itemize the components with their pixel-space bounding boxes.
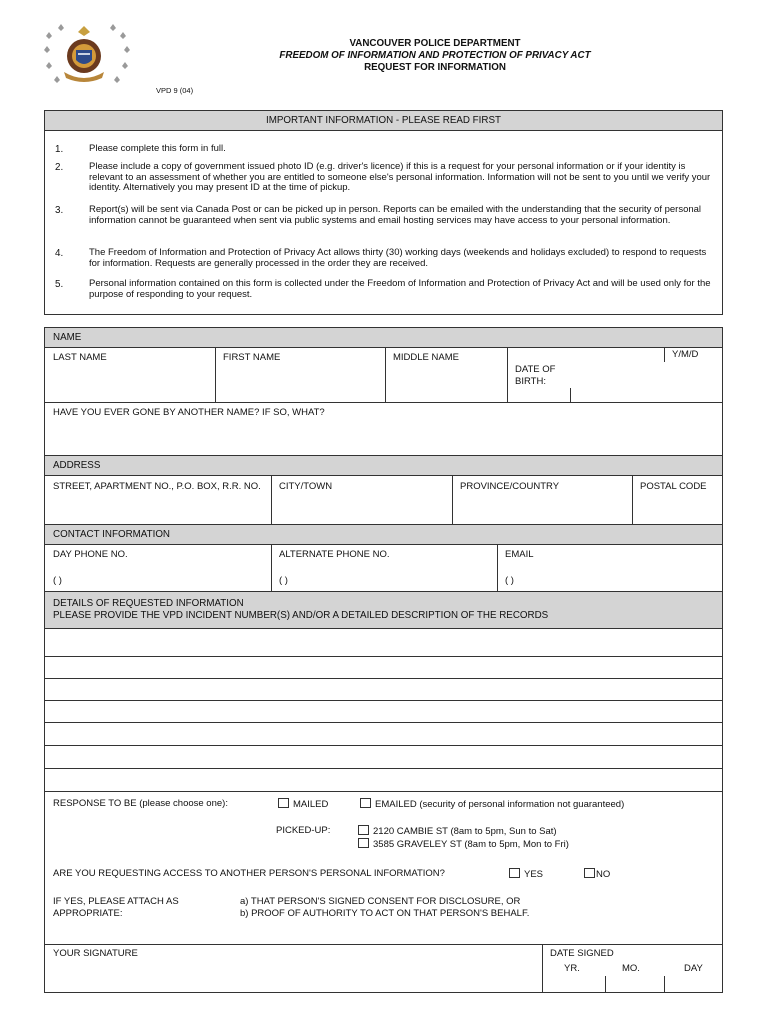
attach-authority: b) PROOF OF AUTHORITY TO ACT ON THAT PERSON'S BEHALF. <box>240 908 530 919</box>
area-code-paren: ( ) <box>279 575 288 586</box>
details-line-input[interactable] <box>45 700 722 722</box>
request-form <box>44 327 723 993</box>
info-item-text: The Freedom of Information and Protection of Privacy Act allows thirty (30) working days (weekends and holidays excluded) to respond to requests for information. Requests are generally processed in the order they are received. <box>89 247 707 269</box>
details-line-input[interactable] <box>45 629 722 651</box>
info-item-number: 3. <box>55 205 64 216</box>
form-code: VPD 9 (04) <box>156 86 194 95</box>
details-line-input[interactable] <box>45 722 722 745</box>
form-title: REQUEST FOR INFORMATION <box>364 62 506 73</box>
no-checkbox[interactable] <box>584 868 595 878</box>
first-name-label: FIRST NAME <box>223 352 281 363</box>
important-info-box <box>44 110 723 315</box>
act-name: FREEDOM OF INFORMATION AND PROTECTION OF PRIVACY ACT <box>279 50 591 61</box>
details-line-input[interactable] <box>45 768 722 791</box>
details-line-input[interactable] <box>45 745 722 768</box>
graveley-label: 3585 GRAVELEY ST (8am to 5pm, Mon to Fri) <box>373 839 569 850</box>
contact-section-header: CONTACT INFORMATION <box>45 525 722 545</box>
attach-label: IF YES, PLEASE ATTACH AS APPROPRIATE: <box>53 896 179 919</box>
email-field[interactable] <box>497 545 722 591</box>
important-info-title: IMPORTANT INFORMATION - PLEASE READ FIRST <box>45 111 722 131</box>
street-field[interactable] <box>45 476 271 524</box>
dept-name: VANCOUVER POLICE DEPARTMENT <box>349 38 521 49</box>
province-field[interactable] <box>452 476 632 524</box>
street-label: STREET, APARTMENT NO., P.O. BOX, R.R. NO. <box>53 481 261 492</box>
day-label: DAY <box>684 963 703 974</box>
info-item-text: Report(s) will be sent via Canada Post or can be picked up in person. Reports can be emailed with the understanding that the security of personal information cannot be guaranteed when sent via public systems and email hosting services may have access to your personal information. <box>89 204 702 226</box>
form-header <box>200 38 670 74</box>
yes-label: YES <box>524 869 544 880</box>
signature-field[interactable] <box>45 945 542 993</box>
day-phone-field[interactable] <box>45 545 271 591</box>
mailed-label: MAILED <box>293 799 329 810</box>
info-item-text: Please include a copy of government issued photo ID (e.g. driver's licence) if this is a request for your personal information or if your identity is relevant to an assessment of whether you are entitled to someone else's personal information. Information will not be sent to you until we verify your identity. Alternatively you may present ID at the time of pickup. <box>89 161 711 194</box>
month-label: MO. <box>622 963 640 974</box>
ymd-label: Y/M/D <box>672 349 699 360</box>
response-label: RESPONSE TO BE (please choose one): <box>53 798 228 809</box>
alt-phone-field[interactable] <box>271 545 497 591</box>
graveley-checkbox[interactable] <box>358 838 369 848</box>
no-option[interactable] <box>584 868 610 880</box>
info-item-number: 5. <box>55 279 64 290</box>
alias-label: HAVE YOU EVER GONE BY ANOTHER NAME? IF SO, WHAT? <box>53 407 325 418</box>
postal-code-field[interactable] <box>632 476 722 524</box>
info-item-number: 1. <box>55 144 64 155</box>
day-phone-label: DAY PHONE NO. <box>53 549 128 560</box>
city-field[interactable] <box>271 476 452 524</box>
alt-phone-label: ALTERNATE PHONE NO. <box>279 549 390 560</box>
info-item-number: 4. <box>55 248 64 259</box>
alias-field[interactable] <box>45 403 722 455</box>
yes-option[interactable] <box>509 868 543 880</box>
emailed-option[interactable] <box>360 798 624 810</box>
cambie-checkbox[interactable] <box>358 825 369 835</box>
details-title: DETAILS OF REQUESTED INFORMATION <box>53 598 244 609</box>
address-section-header: ADDRESS <box>45 456 722 476</box>
info-item-number: 2. <box>55 162 64 173</box>
postal-label: POSTAL CODE <box>640 481 707 492</box>
vpd-crest-logo <box>38 22 142 90</box>
mailed-option[interactable] <box>278 798 328 810</box>
yes-checkbox[interactable] <box>509 868 520 878</box>
middle-name-label: MIDDLE NAME <box>393 352 459 363</box>
province-label: PROVINCE/COUNTRY <box>460 481 560 492</box>
last-name-label: LAST NAME <box>53 352 107 363</box>
info-item-text: Please complete this form in full. <box>89 143 226 154</box>
name-section-header: NAME <box>45 328 722 348</box>
details-line-input[interactable] <box>45 678 722 700</box>
emailed-label: EMAILED (security of personal information not guaranteed) <box>375 799 625 810</box>
last-name-field[interactable] <box>45 348 215 402</box>
details-instructions: PLEASE PROVIDE THE VPD INCIDENT NUMBER(S) AND/OR A DETAILED DESCRIPTION OF THE RECORDS <box>53 610 549 621</box>
date-signed-field[interactable] <box>542 945 722 993</box>
info-item-text: Personal information contained on this form is collected under the Freedom of Information and Protection of Privacy Act and will be used only for the purpose of responding to your request. <box>89 278 711 300</box>
mailed-checkbox[interactable] <box>278 798 289 808</box>
picked-up-label: PICKED-UP: <box>276 825 331 836</box>
middle-name-field[interactable] <box>385 348 507 402</box>
other-person-question: ARE YOU REQUESTING ACCESS TO ANOTHER PERSON'S PERSONAL INFORMATION? <box>53 868 445 879</box>
first-name-field[interactable] <box>215 348 385 402</box>
signature-label: YOUR SIGNATURE <box>53 948 138 959</box>
details-line-input[interactable] <box>45 656 722 678</box>
cambie-option[interactable] <box>358 825 557 837</box>
area-code-paren: ( ) <box>53 575 62 586</box>
area-code-paren: ( ) <box>505 575 514 586</box>
year-label: YR. <box>564 963 580 974</box>
emailed-checkbox[interactable] <box>360 798 371 808</box>
details-section-header <box>45 592 722 629</box>
graveley-option[interactable] <box>358 838 569 850</box>
cambie-label: 2120 CAMBIE ST (8am to 5pm, Sun to Sat) <box>373 826 557 837</box>
no-label: NO <box>596 869 611 880</box>
date-signed-label: DATE SIGNED <box>550 948 614 959</box>
attach-consent: a) THAT PERSON'S SIGNED CONSENT FOR DISCLOSURE, OR <box>240 896 521 907</box>
email-label: EMAIL <box>505 549 534 560</box>
city-label: CITY/TOWN <box>279 481 333 492</box>
dob-label: DATE OF BIRTH: <box>515 364 556 387</box>
date-of-birth-field[interactable] <box>507 348 722 402</box>
